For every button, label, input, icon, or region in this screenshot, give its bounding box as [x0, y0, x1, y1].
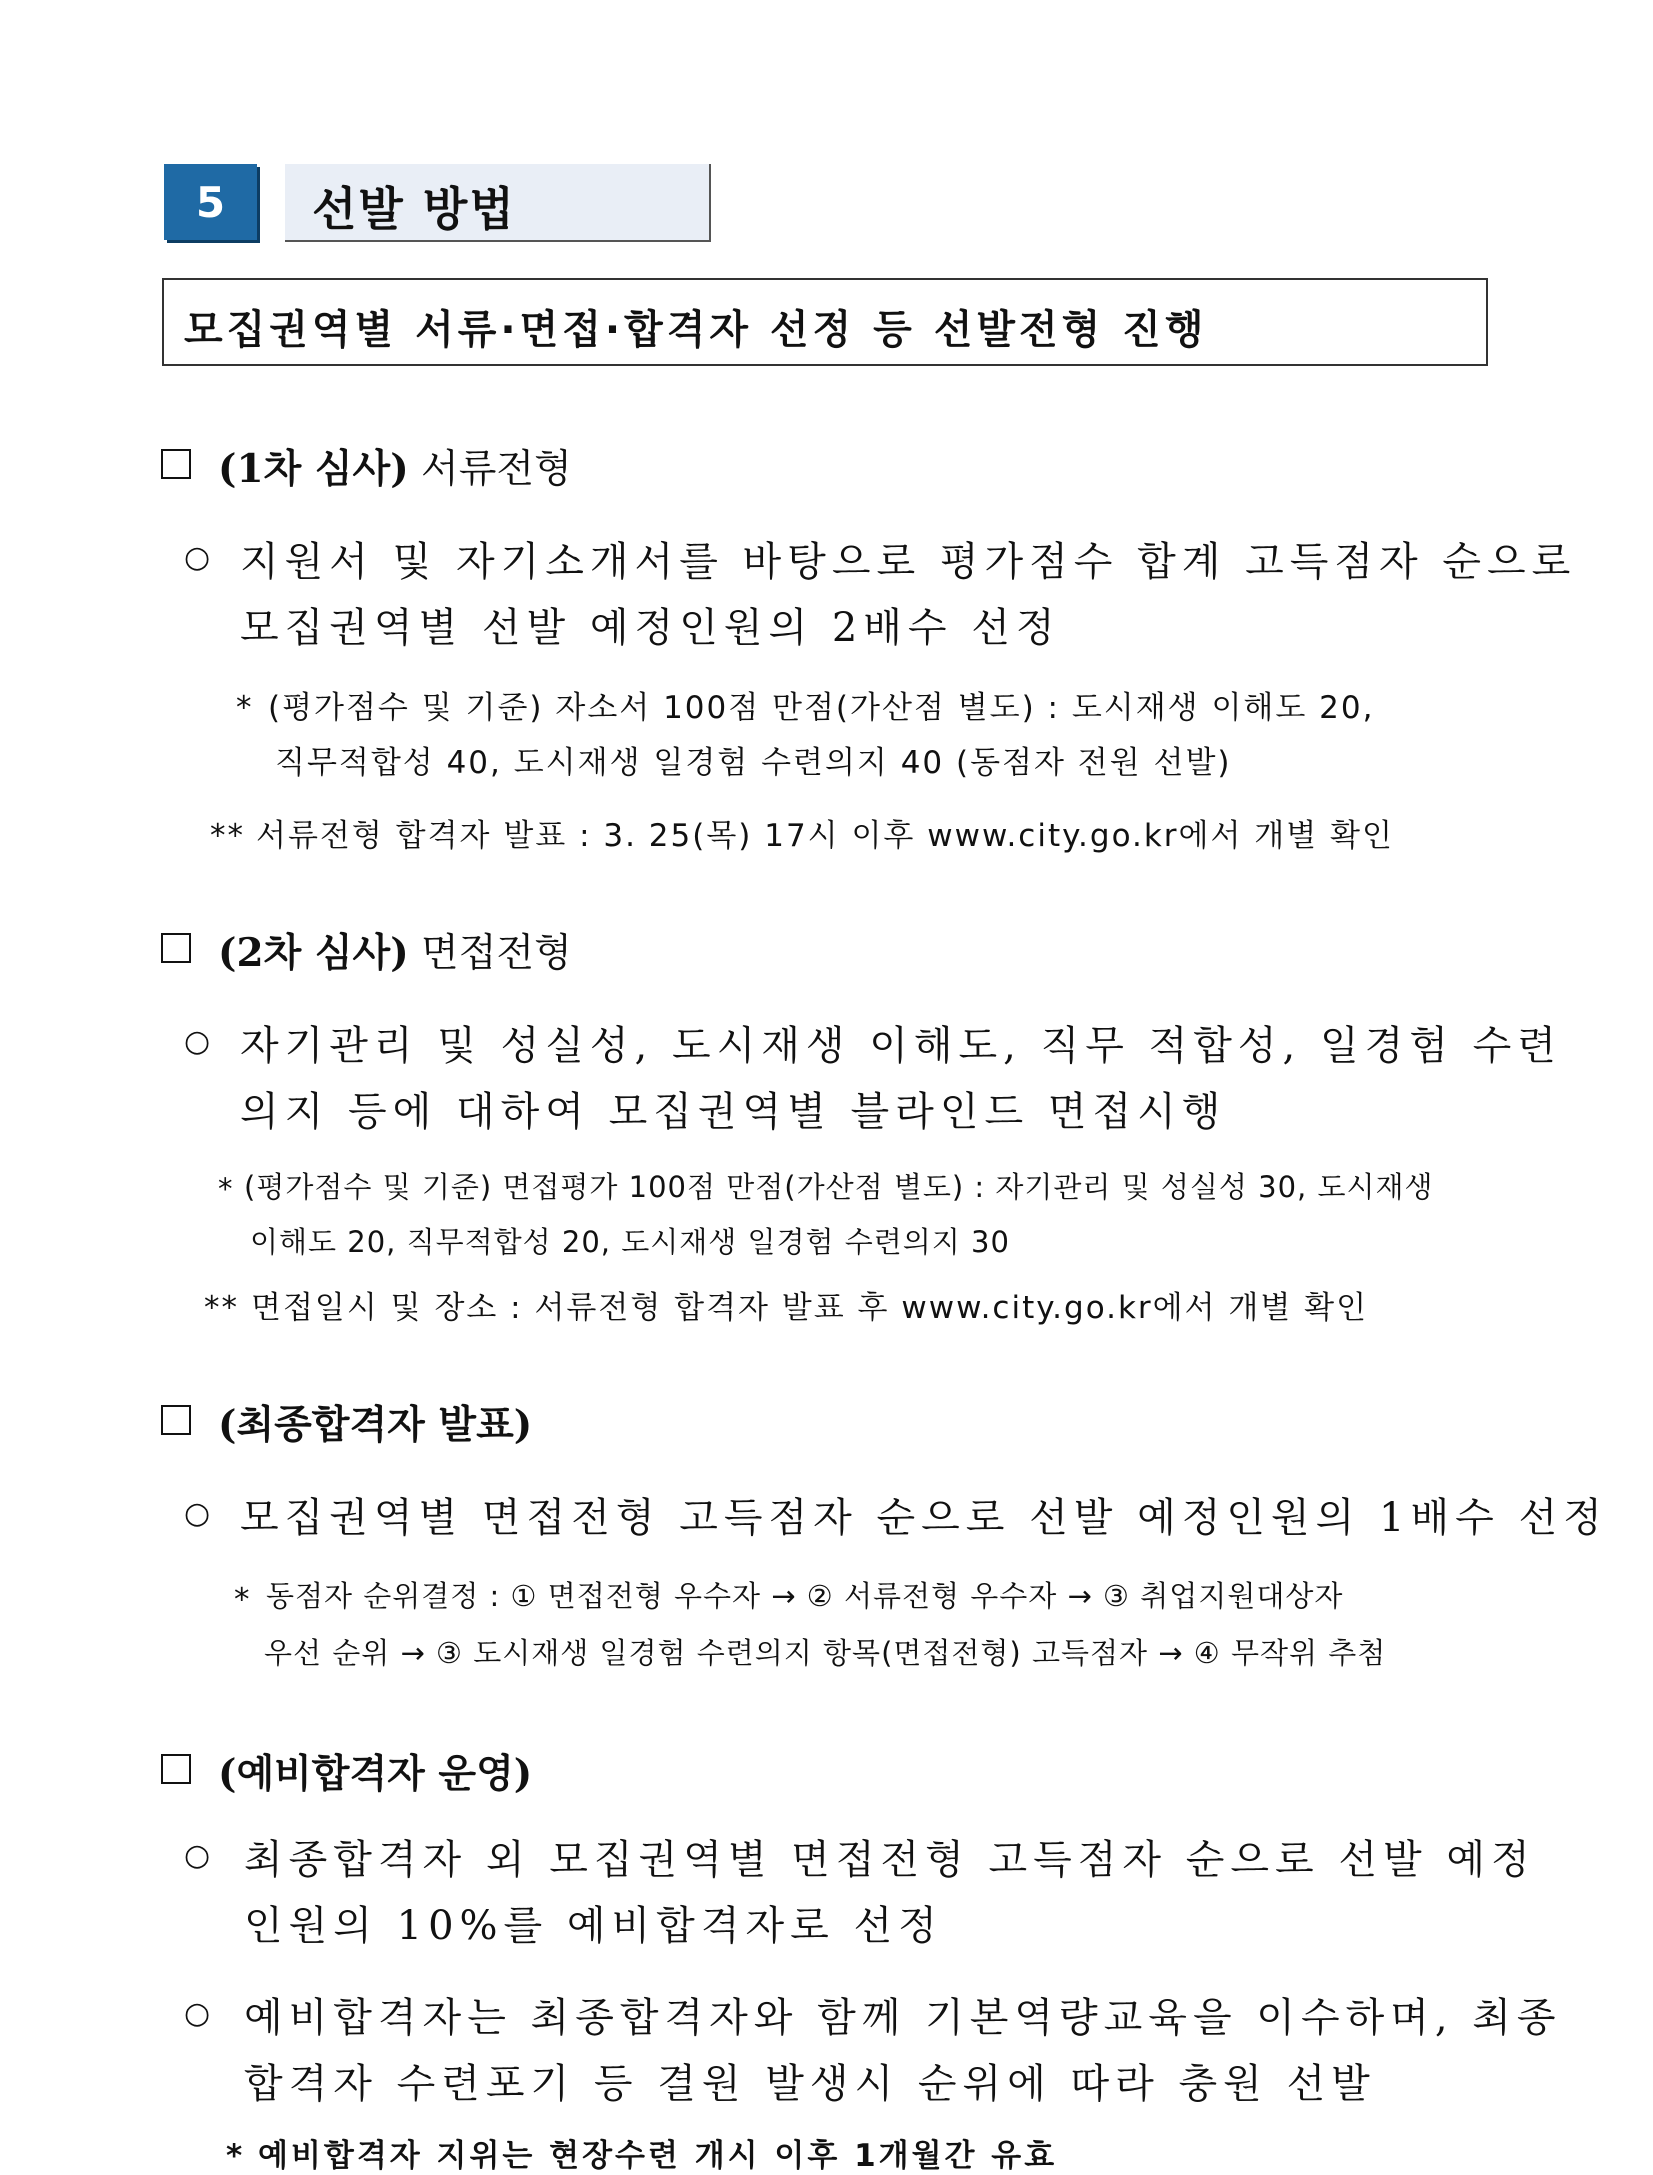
- note-line: 예비합격자 지위는 현장수련 개시 이후 1개월간 유효: [258, 2138, 1058, 2174]
- body-line: 모집권역별 면접전형 고득점자 순으로 선발 예정인원의 1배수 선정: [240, 1495, 1608, 1541]
- note-line: (평가점수 및 기준) 면접평가 100점 만점(가산점 별도) : 자기관리 및 성실성 30, 도시재생: [244, 1170, 1434, 1204]
- heading-bold: (2차 심사): [218, 930, 409, 976]
- note-line: 동점자 순위결정 : ① 면접전형 우수자 → ② 서류전형 우수자 → ③ 취업지원대상자: [266, 1579, 1344, 1613]
- checkbox-square-icon: [161, 1405, 191, 1435]
- note-line: (평가점수 및 기준) 자소서 100점 만점(가산점 별도) : 도시재생 이해도 20,: [268, 690, 1375, 726]
- bullet-circle-icon: ○: [184, 1496, 211, 1531]
- summary-text: 모집권역별 서류·면접·합격자 선정 등 선발전형 진행: [184, 307, 1208, 353]
- section-title: 선발 방법: [312, 182, 516, 236]
- heading-bold: (1차 심사): [218, 446, 409, 492]
- note-line: 우선 순위 → ③ 도시재생 일경험 수련의지 항목(면접전형) 고득점자 → ④ 무작위 추첨: [264, 1636, 1387, 1670]
- body-line: 지원서 및 자기소개서를 바탕으로 평가점수 합계 고득점자 순으로: [240, 539, 1577, 585]
- heading-bold: (최종합격자 발표): [218, 1402, 533, 1448]
- checkbox-square-icon: [161, 933, 191, 963]
- body-line: 합격자 수련포기 등 결원 발생시 순위에 따라 충원 선발: [244, 2061, 1376, 2107]
- body-line: 인원의 10%를 예비합격자로 선정: [244, 1903, 943, 1949]
- note-mark: *: [234, 1582, 252, 1618]
- body-line: 의지 등에 대하여 모집권역별 블라인드 면접시행: [240, 1089, 1227, 1135]
- section-number-badge: 5: [164, 164, 257, 240]
- heading-reserve-operation: [218, 1743, 532, 1799]
- note-line: 직무적합성 40, 도시재생 일경험 수련의지 40 (동점자 전원 선발): [275, 745, 1232, 781]
- bullet-circle-icon: ○: [184, 1024, 211, 1059]
- heading-first-review: [218, 438, 572, 494]
- note-mark: **: [204, 1290, 239, 1326]
- note-line: 면접일시 및 장소 : 서류전형 합격자 발표 후 www.city.go.kr에서 개별 확인: [251, 1290, 1369, 1326]
- body-line: 모집권역별 선발 예정인원의 2배수 선정: [240, 605, 1061, 651]
- heading-final-announcement: [218, 1394, 532, 1450]
- heading-rest: 면접전형: [408, 931, 572, 976]
- bullet-circle-icon: ○: [184, 540, 211, 575]
- note-mark: *: [218, 1172, 234, 1206]
- note-line: 서류전형 합격자 발표 : 3. 25(목) 17시 이후 www.city.go.kr에서 개별 확인: [256, 818, 1394, 854]
- bullet-circle-icon: ○: [184, 1996, 211, 2031]
- heading-rest: 서류전형: [408, 447, 572, 492]
- checkbox-square-icon: [161, 449, 191, 479]
- body-line: 최종합격자 외 모집권역별 면접전형 고득점자 순으로 선발 예정: [244, 1837, 1536, 1883]
- note-mark: *: [226, 2138, 246, 2174]
- note-mark: *: [236, 690, 254, 726]
- body-line: 예비합격자는 최종합격자와 함께 기본역량교육을 이수하며, 최종: [244, 1995, 1562, 2041]
- note-line: 이해도 20, 직무적합성 20, 도시재생 일경험 수련의지 30: [250, 1225, 1010, 1259]
- heading-bold: (예비합격자 운영): [218, 1751, 533, 1797]
- note-mark: **: [210, 818, 245, 854]
- heading-second-review: [218, 922, 572, 978]
- bullet-circle-icon: ○: [184, 1838, 211, 1873]
- checkbox-square-icon: [161, 1754, 191, 1784]
- body-line: 자기관리 및 성실성, 도시재생 이해도, 직무 적합성, 일경험 수련: [240, 1023, 1562, 1069]
